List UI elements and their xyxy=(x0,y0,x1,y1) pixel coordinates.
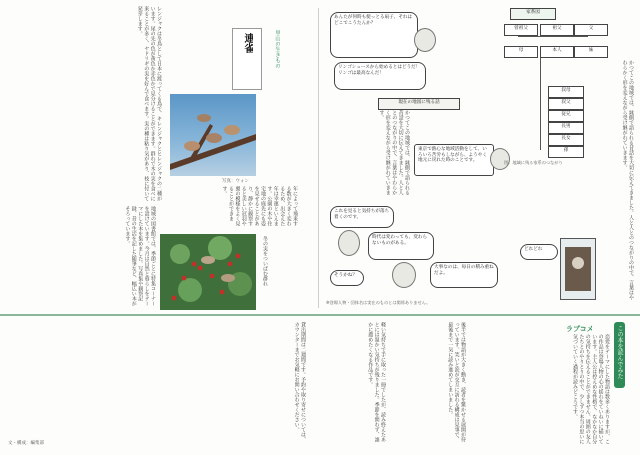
berry-photo xyxy=(160,234,256,310)
story-box2: これを見ると気持ちが落ち着くのです。 xyxy=(330,206,394,228)
speech-bubble-2: 大事なのは、毎日の積み重ねだよ。 xyxy=(430,262,498,288)
birds-section-label: 里山の生きもの xyxy=(274,30,280,69)
labcorner-body-2: 後半では物語が大きく動き、読者を驚かせる展開が待っています。笑いと涙が交互に訪れる構成は見事で、最後まで一気に読み進めてしまいました。 xyxy=(447,322,466,442)
family-heading: 家系図 xyxy=(510,8,556,20)
lowerleft-body-text: 地域の図書館では、季節ごとに特集コーナーを設けています。今月は自然と暮らしをテーマにした本を集めました。写真集や観察記録、昔の生活を記した随筆など、幅広い本がそろっています。 xyxy=(124,206,156,306)
story-box1: 東京で熱心な地域活動をして、いろいろ苦労もしながら、ようやく地元に戻れた時のことです。 xyxy=(414,144,494,176)
birds-photo1-credit: 写真：ウォン xyxy=(222,179,249,184)
center-fold-line xyxy=(318,8,319,308)
labcorner-body: 恋愛をテーマにした物語は数多くありますが、この作品は登場人物の心の揺れをていねいに描いています。主人公は控えめな性格で、なかなか自分の気持ちを伝えることができません。周囲の友人たちとのやりとりの中で、少しずつ本当の思いに気づいていく過程が読みどころです。 xyxy=(571,334,610,444)
family-node-4: 本人 xyxy=(540,46,574,58)
woman-face-icon xyxy=(392,262,416,288)
family-node-7: 叔父 xyxy=(548,98,584,110)
labcorner-tag: この本を読んでみた xyxy=(614,322,625,388)
horizontal-divider xyxy=(0,314,640,316)
family-node-10: 長女 xyxy=(548,134,584,146)
framed-picture xyxy=(560,238,596,300)
family-line-v xyxy=(540,58,541,150)
birds-body-text-2: 年によって飛来する数が大きく変わるため、出会えた年は幸運といえます。公園の木や住宅地の庭先にも姿を見せることがあり、静かに観察すると美しい冠羽や翼の模様をよく見ることができます。 xyxy=(221,186,298,226)
birds-body-text: レンジャクは冬鳥として日本に渡ってくる鳥で、キレンジャクとヒレンジャクの二種がいます。尾の先の色が黄色か赤色かで見分けることができます。群れで木の実を食べに来ることが多く、ヤドリギの実を好んで食べます。実の種は粘り気があり、枝に付いて発芽します。 xyxy=(136,6,162,201)
family-node-0: 曾祖父 xyxy=(504,24,538,36)
family-node-11: 孫 xyxy=(548,146,584,158)
labcorner-body-3: 軽い気持ちで手に取った一冊でしたが、読み終えたあとには温かい気持ちが残りました。季節を問わず、誰かに薦めたくなる作品です。 xyxy=(367,322,386,442)
story-caption-bubble: リンゴシュースから始めるとはどうだ！リンゴは最高なんだ！ xyxy=(334,62,426,90)
family-line-h xyxy=(518,36,588,37)
birds-photo2-caption: 冬の実をついばむ群れ xyxy=(262,236,268,286)
speech-bubble-1: 時代は変わっても、変わらないものがある。 xyxy=(368,232,434,260)
birds-photo-bottom xyxy=(160,234,256,310)
story-body-text: かつてこの地域では、縁側で語られる昔話を大切に伝えてきました。人と人とのつながりの中で、言葉はやわらかく形を変えながら受け継がれていきます。 xyxy=(378,110,410,195)
birds-title: 連雀 xyxy=(242,33,253,53)
speech-bubble-4: どれどれ xyxy=(520,244,558,260)
story-footnote: ※登場人物・団体名は実在のものとは関係ありません。 xyxy=(326,300,431,305)
family-node-5: 妹 xyxy=(574,46,608,58)
family-node-9: 長男 xyxy=(548,122,584,134)
story-heading-box: 現在の地図に残る話 xyxy=(378,98,460,110)
worker-face-icon xyxy=(490,148,510,170)
family-node-8: 従兄 xyxy=(548,110,584,122)
lowerleft-body-text-2: 貸出期間は二週間です。予約や取り寄せについては、カウンターまでお気軽にお問い合わせください。 xyxy=(293,322,306,442)
man-face-icon xyxy=(338,230,360,256)
story-intro-bubble: あんたが何時も使っとる扇子、それはどこでこうたんか？ xyxy=(330,12,418,58)
elder-face-icon xyxy=(414,28,436,52)
speech-bubble-3: そうかね？ xyxy=(330,270,364,286)
waxwing-photo xyxy=(170,94,256,176)
birds-title-box xyxy=(232,28,262,90)
birds-photo-top xyxy=(170,94,256,176)
family-node-1: 祖父 xyxy=(540,24,574,36)
story-right-column: かつてこの地域では、縁側で語られる昔話を大切に伝えてきました。人と人とのつながりの中で、言葉はやわらかく形を変えながら受け継がれていきます。 xyxy=(621,60,634,300)
labcorner-title: ラブコメ xyxy=(566,325,594,333)
family-node-3: 母 xyxy=(504,46,538,58)
lowerleft-credit: 文・構成：編集部 xyxy=(8,441,44,446)
family-node-2: 父 xyxy=(574,24,608,36)
frame-illustration xyxy=(561,239,595,299)
family-node-6: 叔母 xyxy=(548,86,584,98)
family-caption: 図：地域に残る家系のつながり xyxy=(504,160,563,165)
